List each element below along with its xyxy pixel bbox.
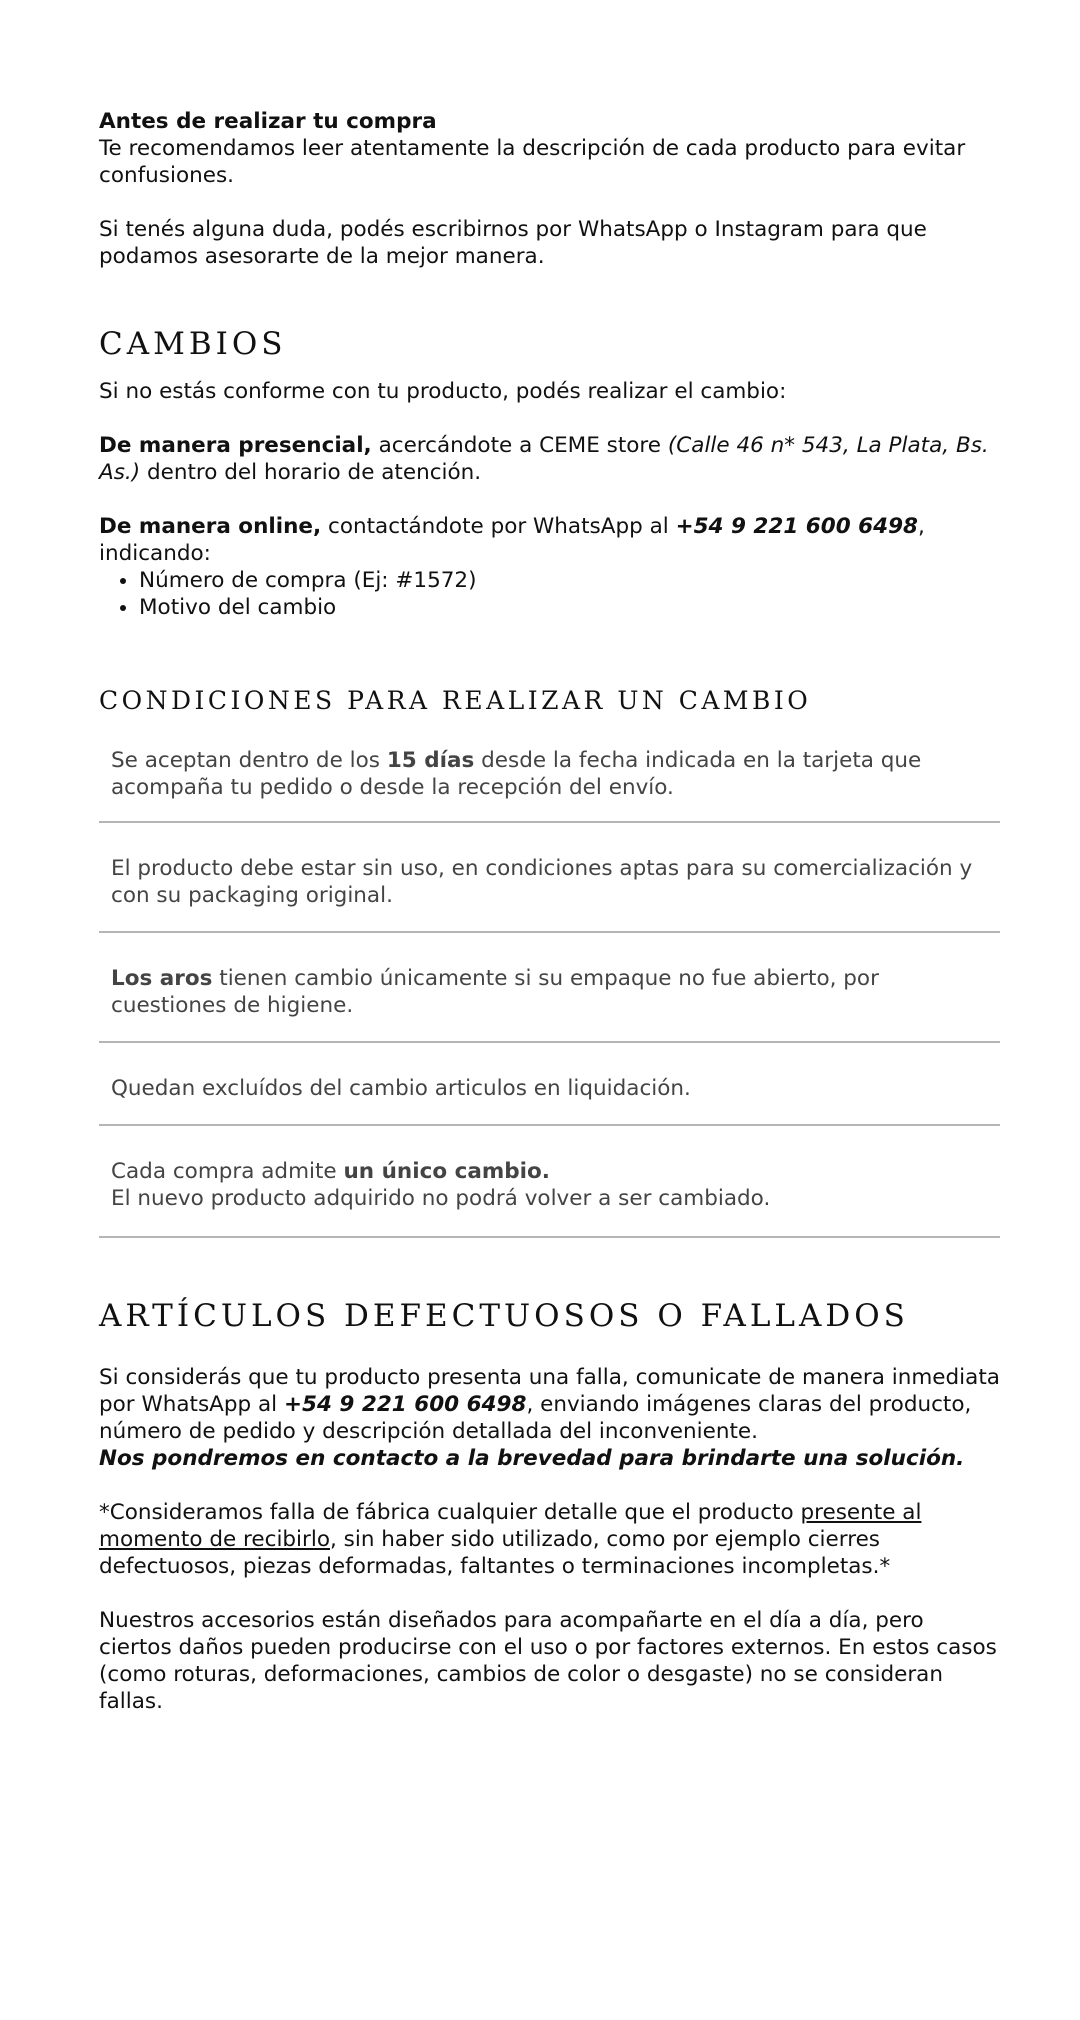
condition-text: El nuevo producto adquirido no podrá volver a ser cambiado. <box>111 1186 771 1211</box>
fallados-text: *Consideramos falla de fábrica cualquier detalle que el producto <box>99 1500 801 1525</box>
condition-text: Cada compra admite <box>111 1159 344 1184</box>
condiciones-list <box>99 747 1000 1238</box>
intro-line-1: Te recomendamos leer atentamente la descripción de cada producto para evitar confusiones. <box>99 136 966 188</box>
online-tail: , indicando: <box>99 514 925 566</box>
condition-plazo <box>99 747 1000 821</box>
condition-text: Quedan excluídos del cambio articulos en liquidación. <box>111 1076 691 1101</box>
fallados-section <box>99 1296 1000 1715</box>
intro-section <box>99 108 1000 270</box>
fallados-text: , enviando imágenes claras del producto, número de pedido y descripción detallada del inconveniente. <box>99 1392 972 1444</box>
condition-estado <box>99 823 1000 931</box>
cambios-lead: Si no estás conforme con tu producto, podés realizar el cambio: <box>99 379 787 404</box>
cambios-requirements-list <box>99 567 1000 621</box>
fallados-paragraph-2 <box>99 1499 1000 1580</box>
condiciones-section <box>99 685 1000 1238</box>
fallados-underline: presente al momento de recibirlo <box>99 1500 922 1552</box>
online-text: contactándote por WhatsApp al <box>321 514 676 539</box>
presencial-text: acercándote a CEME store <box>371 433 668 458</box>
fallados-text: Si considerás que tu producto presenta una falla, comunicate de manera inmediata por WhatsApp al <box>99 1365 1000 1417</box>
condition-emphasis: un único cambio. <box>343 1159 550 1184</box>
online-label: De manera online, <box>99 514 322 539</box>
intro-line-2: Si tenés alguna duda, podés escribirnos por WhatsApp o Instagram para que podamos asesorarte de la mejor manera. <box>99 217 927 269</box>
condition-text: desde la fecha indicada en la tarjeta que acompaña tu pedido o desde la recepción del envío. <box>111 748 922 800</box>
cambios-title: CAMBIOS <box>99 326 287 362</box>
store-address: (Calle 46 n* 543, La Plata, Bs. As.) <box>99 433 989 485</box>
whatsapp-phone: +54 9 221 600 6498 <box>284 1392 527 1417</box>
fallados-paragraph-3: Nuestros accesorios están diseñados para acompañarte en el día a día, pero ciertos daños pueden producirse con el uso o por factores externos. En estos casos (como roturas, deformaciones, cambios de color o desgaste) no se consideran fallas. <box>99 1608 997 1714</box>
presencial-tail: dentro del horario de atención. <box>140 460 482 485</box>
whatsapp-phone: +54 9 221 600 6498 <box>675 514 918 539</box>
intro-heading: Antes de realizar tu compra <box>99 109 437 134</box>
list-item: • Número de compra (Ej: #1572) <box>139 567 1000 594</box>
condition-emphasis: Los aros <box>111 966 213 991</box>
fallados-emphasis: Nos pondremos en contacto a la brevedad para brindarte una solución. <box>99 1446 965 1471</box>
presencial-label: De manera presencial, <box>99 433 372 458</box>
condition-unico-cambio <box>99 1126 1000 1236</box>
condition-text: tienen cambio únicamente si su empaque no fue abierto, por cuestiones de higiene. <box>111 966 879 1018</box>
condition-text: El producto debe estar sin uso, en condiciones aptas para su comercialización y con su packaging original. <box>111 856 973 908</box>
cambios-presencial <box>99 432 1000 486</box>
condition-liquidacion <box>99 1043 1000 1124</box>
divider <box>99 1236 1000 1238</box>
list-item: • Motivo del cambio <box>139 594 1000 621</box>
condition-text: Se aceptan dentro de los <box>111 748 387 773</box>
condiciones-title: CONDICIONES PARA REALIZAR UN CAMBIO <box>99 686 812 715</box>
fallados-paragraph-1 <box>99 1364 1000 1445</box>
condition-emphasis: 15 días <box>386 748 475 773</box>
fallados-title: ARTÍCULOS DEFECTUOSOS O FALLADOS <box>99 1298 909 1334</box>
cambios-section <box>99 324 1000 621</box>
cambios-online <box>99 513 1000 567</box>
fallados-text: , sin haber sido utilizado, como por ejemplo cierres defectuosos, piezas deformadas, faltantes o terminaciones incompletas.* <box>99 1527 891 1579</box>
condition-aros <box>99 933 1000 1041</box>
